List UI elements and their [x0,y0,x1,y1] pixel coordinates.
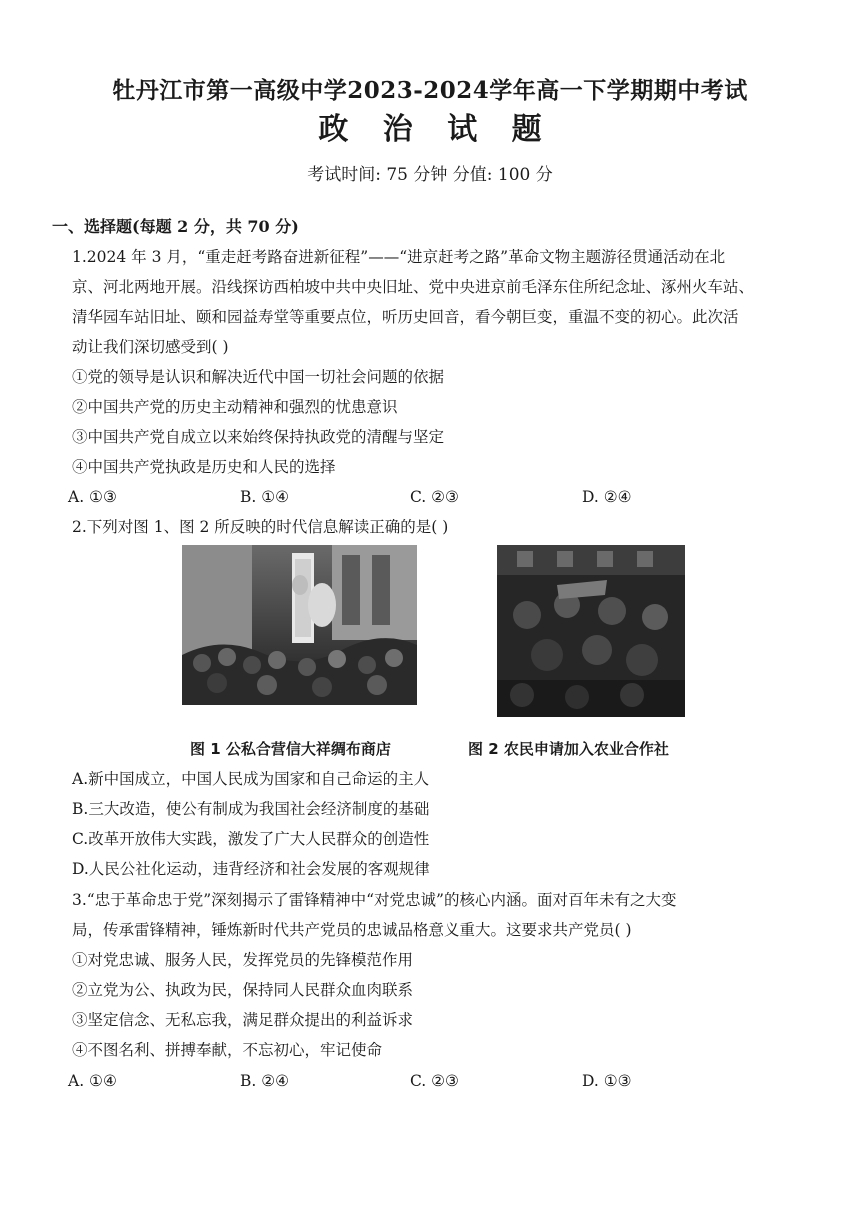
section-heading: 一、选择题(每题 2 分，共 70 分) [52,217,299,236]
q3-item: ①对党忠诚、服务人民，发挥党员的先锋模范作用 [72,951,414,969]
q3-option-b: B. ②④ [240,1072,290,1090]
q1-item: ④中国共产党执政是历史和人民的选择 [72,458,336,476]
school-exam-title: 牡丹江市第一高级中学2023-2024学年高一下学期期中考试 [112,77,748,104]
q1-stem-line: 1.2024 年 3 月，“重走赶考路奋进新征程”——“进京赶考之路”革命文物主题游径贯通活动在北 [72,248,726,266]
figure-2-illustration [497,545,685,717]
q3-item: ③坚定信念、无私忘我，满足群众提出的利益诉求 [72,1011,414,1029]
q1-stem-line: 清华园车站旧址、颐和园益寿堂等重要点位，听历史回音，看今朝巨变，重温不变的初心。此次活 [72,308,739,326]
q3-stem-line: 3.“忠于革命忠于党”深刻揭示了雷锋精神中“对党忠诚”的核心内涵。面对百年未有之大变 [72,891,677,909]
q1-stem-line: 京、河北两地开展。沿线探访西柏坡中共中央旧址、党中央进京前毛泽东住所纪念址、涿州火车站、 [72,278,755,296]
figure-2-caption: 图 2 农民申请加入农业合作社 [468,740,669,758]
q1-stem-line: 动让我们深切感受到( ) [72,338,229,356]
figure-1-caption: 图 1 公私合营信大祥绸布商店 [190,740,391,758]
subject-title: 政 治 试 题 [318,112,554,147]
q3-option-d: D. ①③ [582,1072,632,1090]
figure-2-photo [497,545,685,717]
q3-stem-line: 局，传承雷锋精神，锤炼新时代共产党员的忠诚品格意义重大。这要求共产党员( ) [72,921,632,939]
q3-option-c: C. ②③ [410,1072,459,1090]
figure-1-illustration [182,545,417,705]
q3-item: ②立党为公、执政为民，保持同人民群众血肉联系 [72,981,414,999]
q1-item: ②中国共产党的历史主动精神和强烈的忧患意识 [72,398,398,416]
q1-option-d: D. ②④ [582,488,632,506]
q2-option-d: D.人民公社化运动，违背经济和社会发展的客观规律 [72,860,430,878]
q2-option-a: A.新中国成立，中国人民成为国家和自己命运的主人 [72,770,430,788]
q2-option-b: B.三大改造，使公有制成为我国社会经济制度的基础 [72,800,430,818]
q1-item: ③中国共产党自成立以来始终保持执政党的清醒与坚定 [72,428,445,446]
q3-item: ④不图名利、拼搏奉献，不忘初心，牢记使命 [72,1041,383,1059]
q1-option-c: C. ②③ [410,488,459,506]
q1-option-b: B. ①④ [240,488,290,506]
figure-1-photo [182,545,417,705]
q3-option-a: A. ①④ [68,1072,117,1090]
q1-item: ①党的领导是认识和解决近代中国一切社会问题的依据 [72,368,445,386]
q2-option-c: C.改革开放伟大实践，激发了广大人民群众的创造性 [72,830,430,848]
q2-stem: 2.下列对图 1、图 2 所反映的时代信息解读正确的是( ) [72,518,449,536]
exam-meta: 考试时间: 75 分钟 分值: 100 分 [307,165,553,185]
q1-option-a: A. ①③ [68,488,117,506]
